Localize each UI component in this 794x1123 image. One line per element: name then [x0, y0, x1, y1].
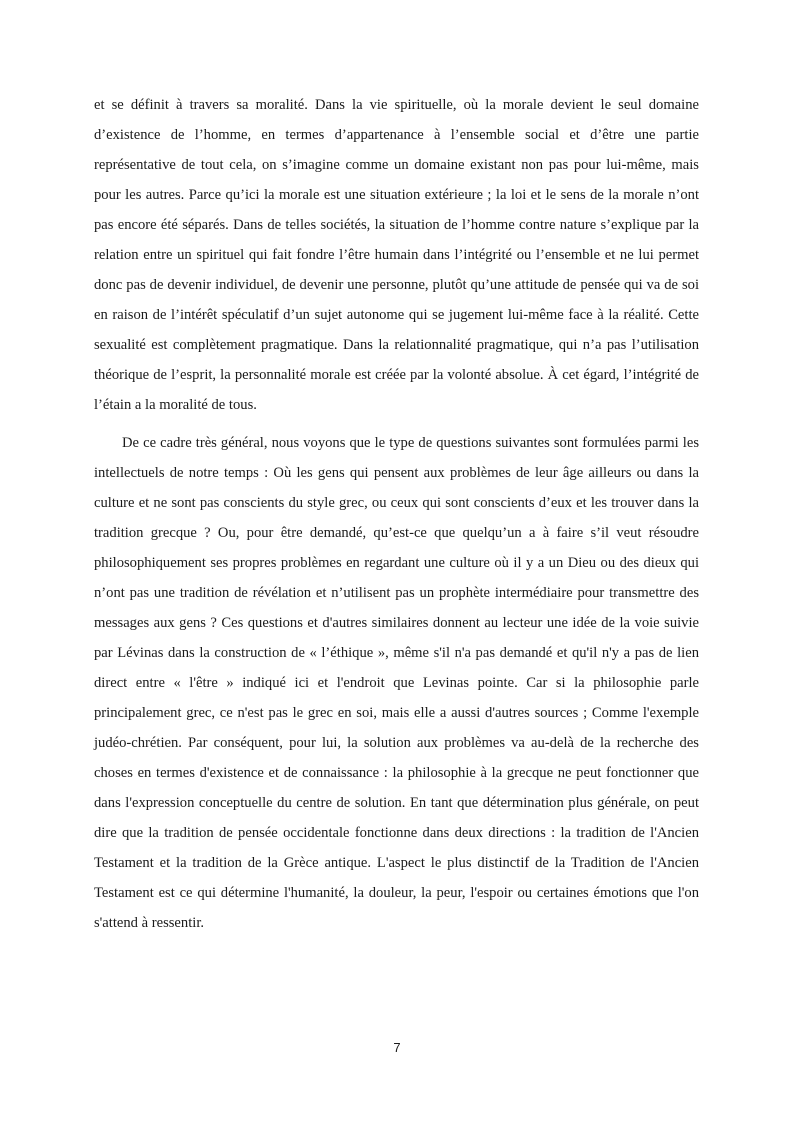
paragraph-1: et se définit à travers sa moralité. Dans la vie spirituelle, où la morale devient le seul domaine d’existence de l’homme, en termes d’appartenance à l’ensemble social et d’être une partie représentative de tout cela, on s’imagine comme un domaine existant non pas pour lui-même, mais pour les autres. Parce qu’ici la morale est une situation extérieure ; la loi et le sens de la morale n’ont pas encore été séparés. Dans de telles sociétés, la situation de l’homme contre nature s’explique par la relation entre un spirituel qui fait fondre l’être humain dans l’intégrité ou l’ensemble et ne lui permet donc pas de devenir individuel, de devenir une personne, plutôt qu’une attitude de pensée qui va de soi en raison de l’intérêt spéculatif d’un sujet autonome qui se jugement lui-même face à la réalité. Cette sexualité est complètement pragmatique. Dans la relationnalité pragmatique, qui n’a pas l’utilisation théorique de l’esprit, la personnalité morale est créée par la volonté absolue. À cet égard, l’intégrité de l’étain a la moralité de tous. [94, 97, 699, 413]
body-text [94, 90, 699, 938]
page-number: 7 [393, 1040, 401, 1055]
paragraph-2: De ce cadre très général, nous voyons que le type de questions suivantes sont formulées parmi les intellectuels de notre temps : Où les gens qui pensent aux problèmes de leur âge ailleurs ou dans la culture et ne sont pas conscients du style grec, ou ceux qui sont conscients d’eux et les trouver dans la tradition grecque ? Ou, pour être demandé, qu’est-ce que quelqu’un a à faire s’il veut résoudre philosophiquement ses propres problèmes en regardant une culture où il y a un Dieu ou des dieux qui n’ont pas une tradition de révélation et n’utilisent pas un prophète intermédiaire pour transmettre des messages aux gens ? Ces questions et d'autres similaires donnent au lecteur une idée de la voie suivie par Lévinas dans la construction de « l’éthique », même s'il n'a pas demandé et qu'il n'y a pas de lien direct entre « l'être » indiqué ici et l'endroit que Levinas pointe. Car si la philosophie parle principalement grec, ce n'est pas le grec en soi, mais elle a aussi d'autres sources ; Comme l'exemple judéo-chrétien. Par conséquent, pour lui, la solution aux problèmes va au-delà de la recherche des choses en termes d'existence et de connaissance : la philosophie à la grecque ne peut fonctionner que dans l'expression conceptuelle du centre de solution. En tant que détermination plus générale, on peut dire que la tradition de pensée occidentale fonctionne dans deux directions : la tradition de l'Ancien Testament et la tradition de la Grèce antique. L'aspect le plus distinctif de la Tradition de l'Ancien Testament est ce qui détermine l'humanité, la douleur, la peur, l'espoir ou certaines émotions que l'on s'attend à ressentir. [94, 435, 699, 931]
